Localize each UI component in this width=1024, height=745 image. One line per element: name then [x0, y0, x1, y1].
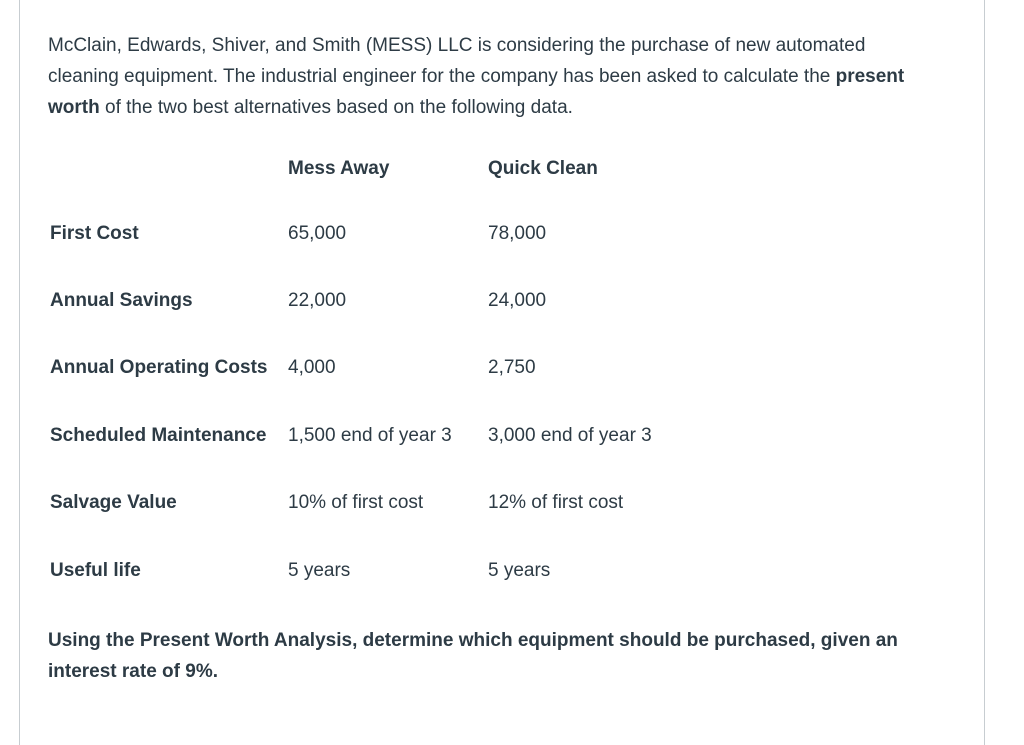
alternatives-table — [46, 151, 692, 604]
cell-quick-clean-salvage: 12% of first cost — [488, 492, 624, 514]
table-row — [46, 470, 692, 537]
cell-mess-away-salvage: 10% of first cost — [288, 492, 424, 514]
intro-text-after: of the two best alternatives based on the following data. — [99, 97, 573, 118]
cell-mess-away-annual-savings: 22,000 — [288, 290, 347, 312]
table-header-row — [46, 151, 692, 200]
intro-paragraph — [48, 30, 928, 123]
row-label-first-cost: First Cost — [50, 222, 139, 244]
row-label-annual-savings: Annual Savings — [50, 290, 193, 312]
intro-text-before: McClain, Edwards, Shiver, and Smith (MESS) LLC is considering the purchase of new automated cleaning equipment. The industrial engineer for the company has been asked to calculate the — [48, 35, 866, 87]
cell-mess-away-useful-life: 5 years — [288, 559, 351, 581]
intro-emphasis: present worth — [48, 66, 905, 118]
cell-quick-clean-maintenance: 3,000 end of year 3 — [488, 424, 652, 446]
row-label-scheduled-maintenance: Scheduled Maintenance — [50, 424, 267, 446]
question-prompt: Using the Present Worth Analysis, determine which equipment should be purchased, given an interest rate of 9%. — [48, 630, 898, 682]
table-row — [46, 267, 692, 334]
table-row — [46, 537, 692, 604]
row-label-salvage-value: Salvage Value — [50, 492, 177, 514]
row-label-annual-operating-costs: Annual Operating Costs — [50, 357, 268, 379]
table-header-blank — [46, 151, 284, 200]
cell-quick-clean-annual-savings: 24,000 — [488, 290, 547, 312]
table-row — [46, 402, 692, 469]
table-header-mess-away: Mess Away — [288, 158, 390, 179]
cell-mess-away-first-cost: 65,000 — [288, 222, 347, 244]
cell-quick-clean-useful-life: 5 years — [488, 559, 551, 581]
cell-mess-away-operating-costs: 4,000 — [288, 357, 336, 379]
question-content-frame — [19, 0, 985, 745]
table-row — [46, 335, 692, 402]
cell-quick-clean-operating-costs: 2,750 — [488, 357, 536, 379]
cell-quick-clean-first-cost: 78,000 — [488, 222, 547, 244]
cell-mess-away-maintenance: 1,500 end of year 3 — [288, 424, 452, 446]
row-label-useful-life: Useful life — [50, 559, 141, 581]
table-row — [46, 200, 692, 267]
table-header-quick-clean: Quick Clean — [488, 158, 598, 179]
